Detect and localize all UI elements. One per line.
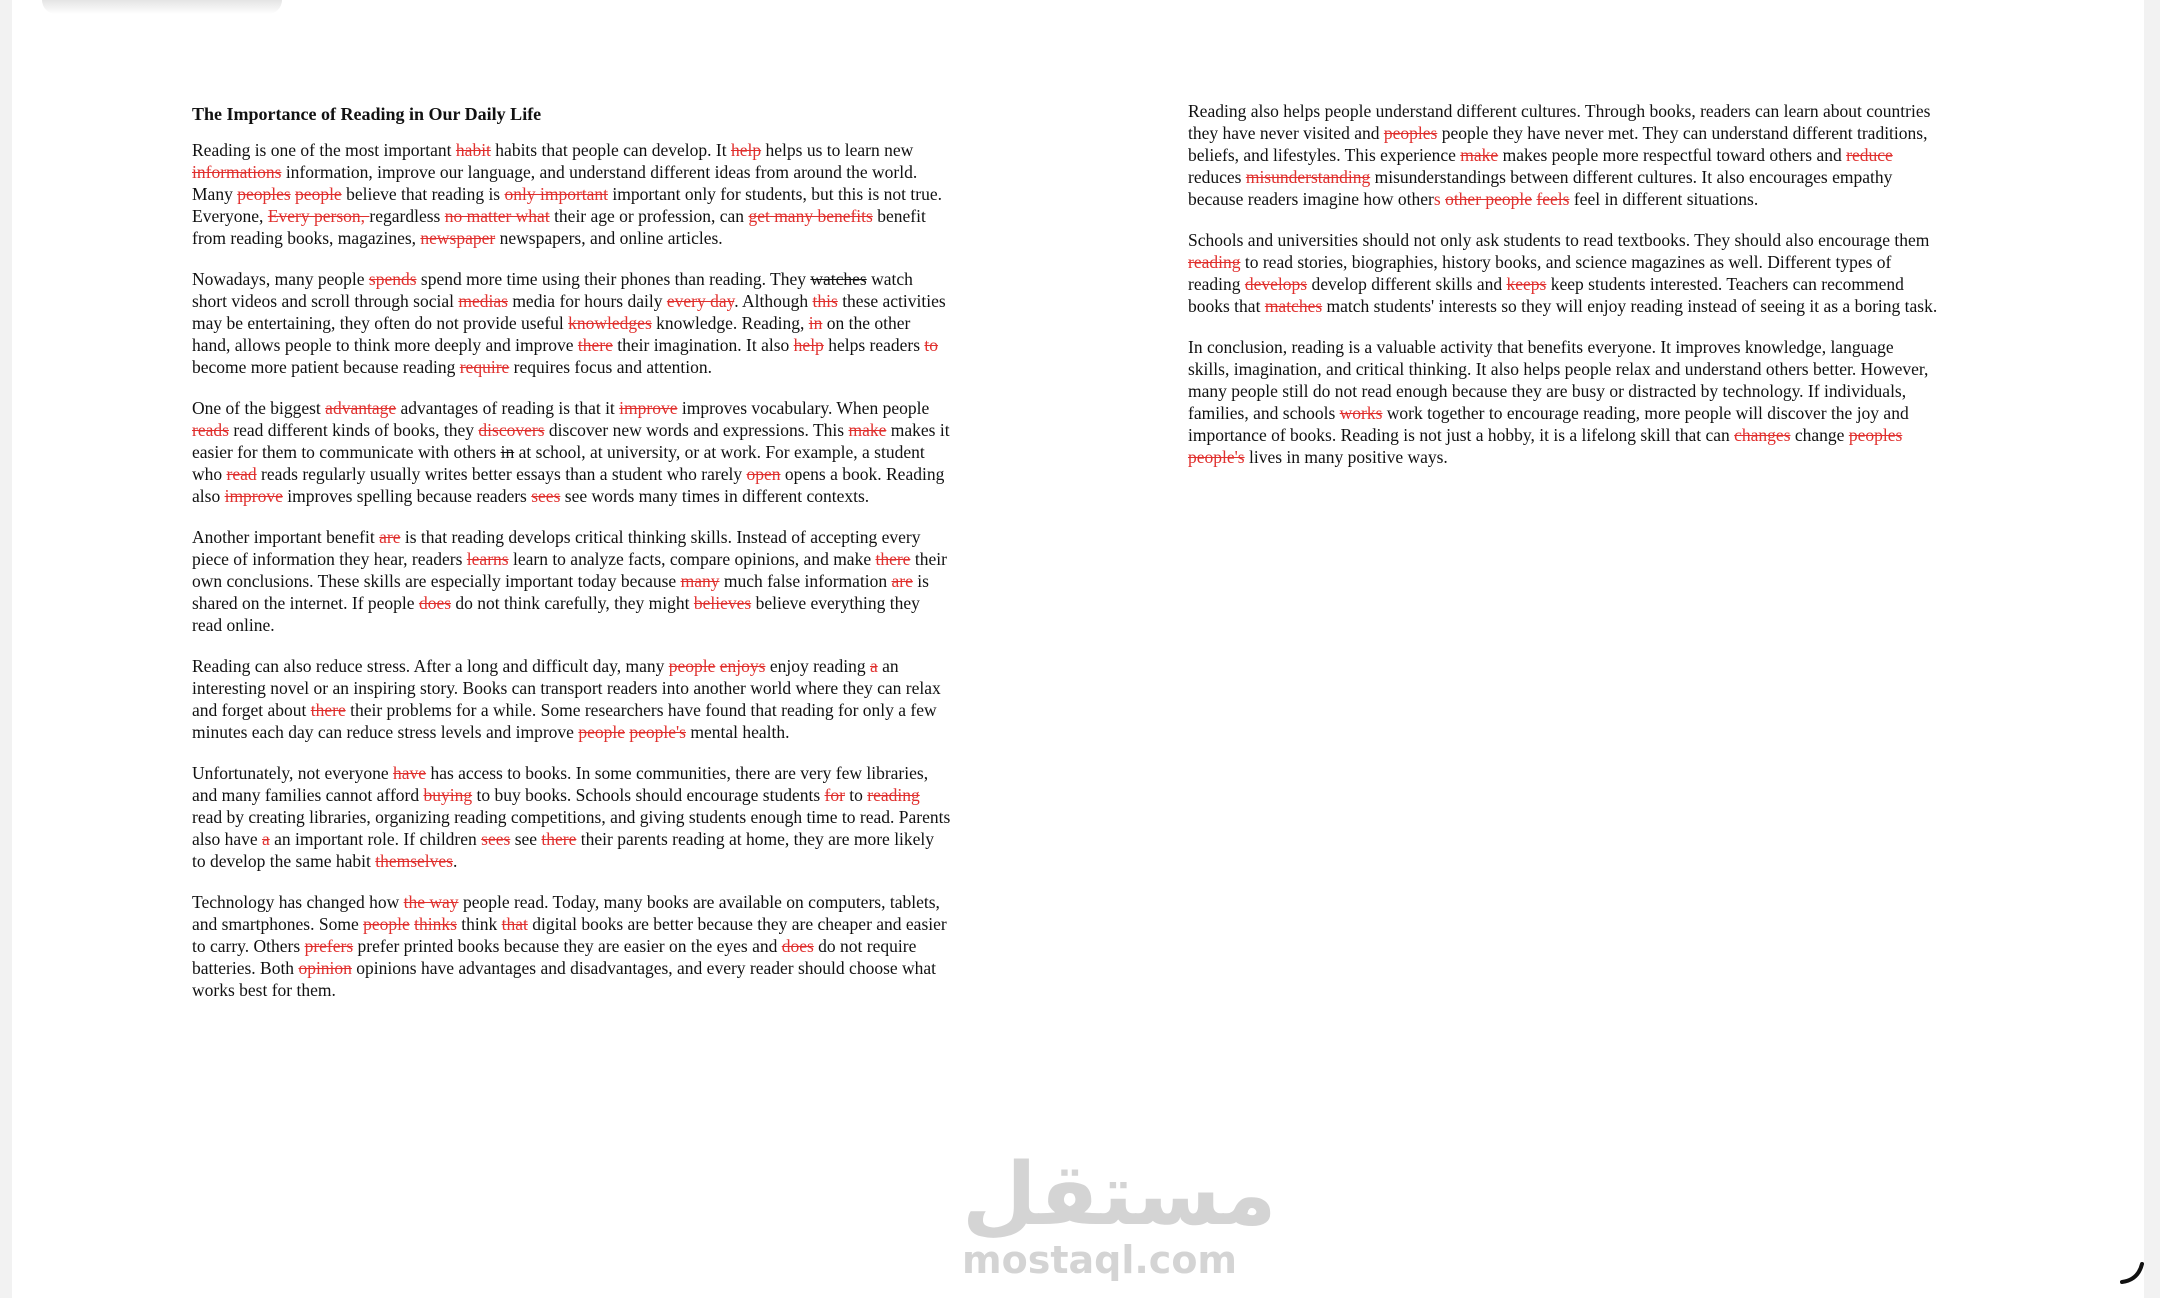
- left-column: [192, 100, 952, 1020]
- text-run: an interesting novel or an inspiring story. Books can transport readers into another world where they can relax and forget about: [192, 656, 941, 720]
- deleted-text: this: [812, 291, 838, 311]
- text-run: Unfortunately, not everyone: [192, 763, 394, 783]
- deleted-text: reads: [192, 420, 229, 440]
- text-run: people they have never met. They can understand different traditions, beliefs, and lifestyles. This experience: [1188, 123, 1928, 165]
- text-run: opinions have advantages and disadvantages, and every reader should choose what works best for them.: [192, 958, 937, 1000]
- deleted-text: people's: [629, 722, 686, 742]
- deleted-text: peoples: [1383, 123, 1438, 143]
- deleted-text: require: [459, 357, 510, 377]
- paragraph: [192, 891, 952, 1001]
- deleted-text: there: [875, 549, 911, 569]
- deleted-text: reading: [1188, 252, 1241, 272]
- deleted-text: only important: [504, 184, 609, 204]
- document-title: The Importance of Reading in Our Daily Life: [192, 104, 542, 124]
- deleted-text: many: [680, 571, 720, 591]
- deleted-text: sees: [531, 486, 561, 506]
- text-run: their own conclusions. These skills are especially important today because: [192, 549, 947, 591]
- text-run: feel in different situations.: [1569, 189, 1759, 209]
- text-run: see words many times in different contexts.: [560, 486, 870, 506]
- text-run: enjoy reading: [765, 656, 870, 676]
- deleted-text: habit: [455, 140, 491, 160]
- text-run: keep students interested. Teachers can recommend books that: [1188, 274, 1904, 316]
- text-run: important only for students, but this is not true. Everyone,: [192, 184, 942, 226]
- watermark-arabic: مستقل: [962, 1145, 1277, 1245]
- watermark: [962, 1145, 1277, 1282]
- text-run: Reading is one of the most important: [192, 140, 456, 160]
- text-run: Another important benefit: [192, 527, 380, 547]
- text-run: benefit from reading books, magazines,: [192, 206, 926, 248]
- text-run: opens a book. Reading also: [192, 464, 945, 506]
- text-run: at school, at university, or at work. For example, a student who: [192, 442, 925, 484]
- text-run: learn to analyze facts, compare opinions, and make: [508, 549, 876, 569]
- deleted-text: misunderstanding: [1245, 167, 1371, 187]
- text-run: has access to books. In some communities, there are very few libraries, and many families cannot afford: [192, 763, 929, 805]
- text-run: reads regularly usually writes better essays than a student who rarely: [256, 464, 747, 484]
- text-run: Schools and universities should not only ask students to read textbooks. They should also encourage them: [1188, 230, 1930, 250]
- deleted-text: are: [379, 527, 401, 547]
- text-run: . Although: [734, 291, 813, 311]
- paragraph: [192, 268, 952, 378]
- text-run: misunderstandings between different cultures. It also encourages empathy because readers imagine how other: [1188, 167, 1893, 209]
- document-page: [12, 0, 2144, 1298]
- deleted-text: learns: [466, 549, 509, 569]
- text-run: match students' interests so they will enjoy reading instead of seeing it as a boring task.: [1322, 296, 1938, 316]
- text-run: knowledge. Reading,: [651, 313, 809, 333]
- text-run: newspapers, and online articles.: [495, 228, 723, 248]
- struck-text: watches: [810, 269, 867, 289]
- deleted-text: peoples: [237, 184, 291, 204]
- text-run: habits that people can develop. It: [490, 140, 731, 160]
- deleted-text: open: [746, 464, 781, 484]
- text-run: on the other hand, allows people to think more deeply and improve: [192, 313, 911, 355]
- deleted-text: buying: [423, 785, 473, 805]
- left-paragraphs: [192, 139, 952, 1001]
- deleted-text: informations: [192, 162, 282, 182]
- deleted-text: matches: [1264, 296, 1323, 316]
- deleted-text: improve: [619, 398, 678, 418]
- text-run: discover new words and expressions. This: [544, 420, 849, 440]
- deleted-text: help: [730, 140, 762, 160]
- text-run: is shared on the internet. If people: [192, 571, 929, 613]
- text-run: helps readers: [823, 335, 925, 355]
- text-run: become more patient because reading: [192, 357, 460, 377]
- deleted-text: in: [808, 313, 823, 333]
- struck-text: in: [500, 442, 515, 462]
- text-run: regardless: [369, 206, 445, 226]
- deleted-text: have: [393, 763, 427, 783]
- text-run: read by creating libraries, organizing reading competitions, and giving students enough time to read. Parents also have: [192, 807, 951, 849]
- text-run: people read. Today, many books are available on computers, tablets, and smartphones. Some: [192, 892, 940, 934]
- text-run: these activities may be entertaining, they often do not provide useful: [192, 291, 946, 333]
- deleted-text: for: [824, 785, 845, 805]
- text-run: makes it easier for them to communicate with others: [192, 420, 950, 462]
- text-run: see: [510, 829, 542, 849]
- text-run: believe that reading is: [341, 184, 505, 204]
- paragraph: [192, 762, 952, 872]
- text-run: mental health.: [685, 722, 790, 742]
- paragraph: [1188, 100, 1938, 210]
- paragraph: [1188, 336, 1938, 468]
- deleted-text: advantage: [325, 398, 397, 418]
- deleted-text: newspaper: [420, 228, 496, 248]
- paragraph: [1188, 229, 1938, 317]
- text-run: do not require batteries. Both: [192, 936, 917, 978]
- deleted-text: make: [1460, 145, 1499, 165]
- watermark-latin: mostaql.com: [962, 1238, 1238, 1282]
- deleted-text: changes: [1734, 425, 1791, 445]
- text-run: helps us to learn new: [761, 140, 914, 160]
- deleted-text: works: [1339, 403, 1383, 423]
- deleted-text: feels: [1536, 189, 1570, 209]
- deleted-text: the way: [403, 892, 459, 912]
- deleted-text: people: [363, 914, 410, 934]
- deleted-text: a: [869, 656, 878, 676]
- deleted-text: there: [541, 829, 577, 849]
- deleted-text: does: [781, 936, 814, 956]
- deleted-text: reading: [867, 785, 920, 805]
- deleted-text: are: [891, 571, 913, 591]
- text-run: makes people more respectful toward others and: [1498, 145, 1847, 165]
- text-run: Nowadays, many people: [192, 269, 369, 289]
- deleted-text: develops: [1244, 274, 1308, 294]
- deleted-text: improve: [224, 486, 283, 506]
- text-run: think: [456, 914, 502, 934]
- text-run: do not think carefully, they might: [451, 593, 694, 613]
- deleted-text: that: [501, 914, 528, 934]
- text-run: their parents reading at home, they are more likely to develop the same habit: [192, 829, 935, 871]
- deleted-text: thinks: [414, 914, 457, 934]
- text-run: prefer printed books because they are easier on the eyes and: [353, 936, 782, 956]
- text-run: information, improve our language, and understand different ideas from around the world. Many: [192, 162, 918, 204]
- text-run: digital books are better because they are cheaper and easier to carry. Others: [192, 914, 947, 956]
- text-run: media for hours daily: [507, 291, 667, 311]
- text-run: believe everything they read online.: [192, 593, 920, 635]
- deleted-text: every day: [666, 291, 735, 311]
- deleted-text: people: [578, 722, 625, 742]
- text-run: One of the biggest: [192, 398, 326, 418]
- text-run: much false information: [719, 571, 892, 591]
- deleted-text: people: [668, 656, 716, 676]
- text-run: change: [1790, 425, 1849, 445]
- loading-arc-icon: [2118, 1256, 2148, 1286]
- deleted-text: there: [577, 335, 613, 355]
- text-run: improves vocabulary. When people: [677, 398, 930, 418]
- text-run: Reading can also reduce stress. After a long and difficult day, many: [192, 656, 669, 676]
- deleted-text: medias: [458, 291, 508, 311]
- text-run: requires focus and attention.: [509, 357, 712, 377]
- text-run: their problems for a while. Some researchers have found that reading for only a few minutes each day can reduce stress levels and improve: [192, 700, 937, 742]
- deleted-text: keeps: [1506, 274, 1547, 294]
- deleted-text: reduce: [1846, 145, 1893, 165]
- deleted-text: get many benefits: [748, 206, 873, 226]
- text-run: Reading also helps people understand different cultures. Through books, readers can learn about countries they have never visited and: [1188, 101, 1931, 143]
- paragraph: [192, 526, 952, 636]
- top-shadow: [42, 0, 282, 14]
- text-run: lives in many positive ways.: [1244, 447, 1448, 467]
- text-run: to read stories, biographies, history books, and science magazines as well. Different types of reading: [1188, 252, 1892, 294]
- deleted-text: knowledges: [568, 313, 652, 333]
- paragraph: [192, 655, 952, 743]
- deleted-text: believes: [693, 593, 752, 613]
- right-paragraphs: [1188, 100, 1938, 468]
- deleted-text: does: [418, 593, 452, 613]
- text-run: work together to encourage reading, more people will discover the joy and importance of books. Reading is not just a hobby, it is a lifelong skill that can: [1188, 403, 1909, 445]
- deleted-text: a: [261, 829, 270, 849]
- text-run: to: [844, 785, 868, 805]
- deleted-text: read: [226, 464, 257, 484]
- text-run: advantages of reading is that it: [396, 398, 620, 418]
- deleted-text: themselves: [375, 851, 453, 871]
- text-run: spend more time using their phones than reading. They: [416, 269, 811, 289]
- deleted-text: prefers: [304, 936, 354, 956]
- deleted-text: Every person,: [267, 206, 370, 226]
- deleted-text: peoples: [1848, 425, 1903, 445]
- text-run: .: [452, 851, 458, 871]
- deleted-text: no matter what: [444, 206, 550, 226]
- deleted-text: spends: [368, 269, 417, 289]
- right-column: [1188, 100, 1938, 487]
- deleted-text: enjoys: [719, 656, 766, 676]
- paragraph: [192, 139, 952, 249]
- text-run: read different kinds of books, they: [228, 420, 479, 440]
- text-run: is that reading develops critical thinking skills. Instead of accepting every piece of information they hear, readers: [192, 527, 921, 569]
- text-run: In conclusion, reading is a valuable activity that benefits everyone. It improves knowledge, language skills, imagination, and critical thinking. It also helps people relax and understand others better. However, many people still do not read enough because they are busy or distracted by technology. If individuals, families, and schools: [1188, 337, 1929, 423]
- text-run: their imagination. It also: [612, 335, 794, 355]
- deleted-text: people: [295, 184, 342, 204]
- deleted-text: other people: [1445, 189, 1533, 209]
- text-run: develop different skills and: [1307, 274, 1507, 294]
- text-run: an important role. If children: [269, 829, 482, 849]
- text-run: improves spelling because readers: [282, 486, 532, 506]
- deleted-text: opinion: [298, 958, 352, 978]
- deleted-text: make: [848, 420, 887, 440]
- paragraph: [192, 397, 952, 507]
- deleted-text: help: [793, 335, 824, 355]
- text-run: their age or profession, can: [549, 206, 749, 226]
- deleted-text: discovers: [478, 420, 545, 440]
- text-run: reduces: [1188, 167, 1246, 187]
- inserted-text: s: [1433, 189, 1441, 209]
- text-run: to buy books. Schools should encourage students: [472, 785, 825, 805]
- deleted-text: there: [310, 700, 346, 720]
- deleted-text: to: [924, 335, 939, 355]
- text-run: Technology has changed how: [192, 892, 404, 912]
- deleted-text: people's: [1188, 447, 1245, 467]
- text-run: watch short videos and scroll through social: [192, 269, 913, 311]
- deleted-text: sees: [481, 829, 511, 849]
